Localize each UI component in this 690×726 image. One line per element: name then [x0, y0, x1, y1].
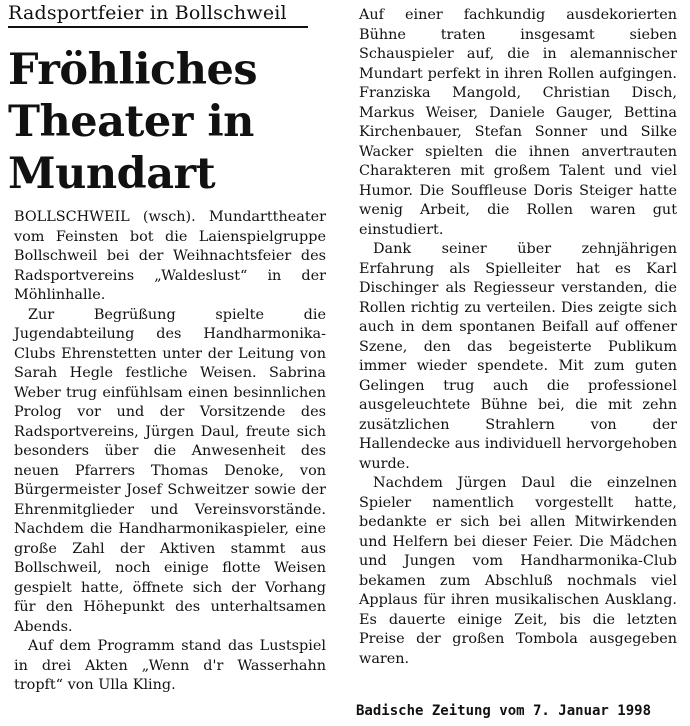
paragraph-lead: BOLLSCHWEIL (wsch). Mundarttheater vom Feinsten bot die Laienspielgruppe Bollschweil bei der Weihnachtsfeier des Radsportvereins „Waldeslust“ in der Möhlinhalle.	[14, 209, 326, 303]
paragraph-closing: Nachdem Jürgen Daul die einzelnen Spieler namentlich vorgestellt hatte, bedankte er sich bei allen Mitwirkenden und Helfern bei dieser Feier. Die Mädchen und Jungen vom Handharmonika-Club bekamen zum Abschluß nochmals viel Applaus für ihren musikalischen Ausklang. Es dauerte einige Zeit, bis die letzten Preise der großen Tombola ausgegeben waren.	[359, 475, 677, 667]
headline	[8, 44, 348, 200]
kicker: Radsportfeier in Bollschweil	[8, 2, 308, 28]
source-caption: Badische Zeitung vom 7. Januar 1998	[356, 703, 652, 719]
headline-line-2: Theater in	[8, 97, 254, 147]
paragraph-director: Dank seiner über zehnjährigen Erfahrung als Spielleiter hat es Karl Dischinger als Regiesseur verstanden, die Rollen richtig zu verteilen. Dies zeigte sich auch in dem spontanen Beifall auf offener Szene, den das begeisterte Publikum immer wieder spendete. Mit zum guten Gelingen trug auch die professionel ausgeleuchtete Bühne bei, die mit zehn zusätzlichen Strahlern von der Hallendecke aus individuell hervorgehoben wurde.	[359, 241, 677, 472]
headline-line-1: Fröhliches	[8, 45, 258, 95]
paragraph-cast: Auf einer fachkundig ausdekorierten Bühne traten insgesamt sieben Schauspieler auf, die in alemannischer Mundart perfekt in ihren Rollen aufgingen. Franziska Mangold, Christian Disch, Markus Weiser, Daniele Gauger, Bettina Kirchenbauer, Stefan Sonner und Silke Wacker spielten die ihnen anvertrauten Charakteren mit großem Talent und viel Humor. Die Souffleuse Doris Steiger hatte wenig Arbeit, die Rollen waren gut einstudiert.	[359, 7, 677, 238]
article-column-left	[14, 208, 326, 696]
paragraph-welcome: Zur Begrüßung spielte die Jugendabteilung des Handharmonika-Clubs Ehrenstetten unter der Leitung von Sarah Hegle festliche Weisen. Sabrina Weber trug einfühlsam einen besinnlichen Prolog vor und der Vorsitzende des Radsportvereins, Jürgen Daul, freute sich besonders über die Anwesenheit des neuen Pfarrers Thomas Denoke, von Bürgermeister Josef Schweitzer sowie der Ehrenmitglieder und Vereinsvorstände. Nachdem die Handharmonikaspieler, eine große Zahl der Aktiven stammt aus Bollschweil, noch einige flotte Weisen gespielt hatte, öffnete sich der Vorhang für den Höhepunkt des unterhaltsamen Abends.	[14, 306, 326, 635]
paragraph-program: Auf dem Programm stand das Lustspiel in drei Akten „Wenn d'r Wasserhahn tropft“ von Ulla Kling.	[14, 638, 326, 693]
article-column-right	[359, 6, 677, 669]
headline-line-3: Mundart	[8, 149, 216, 199]
